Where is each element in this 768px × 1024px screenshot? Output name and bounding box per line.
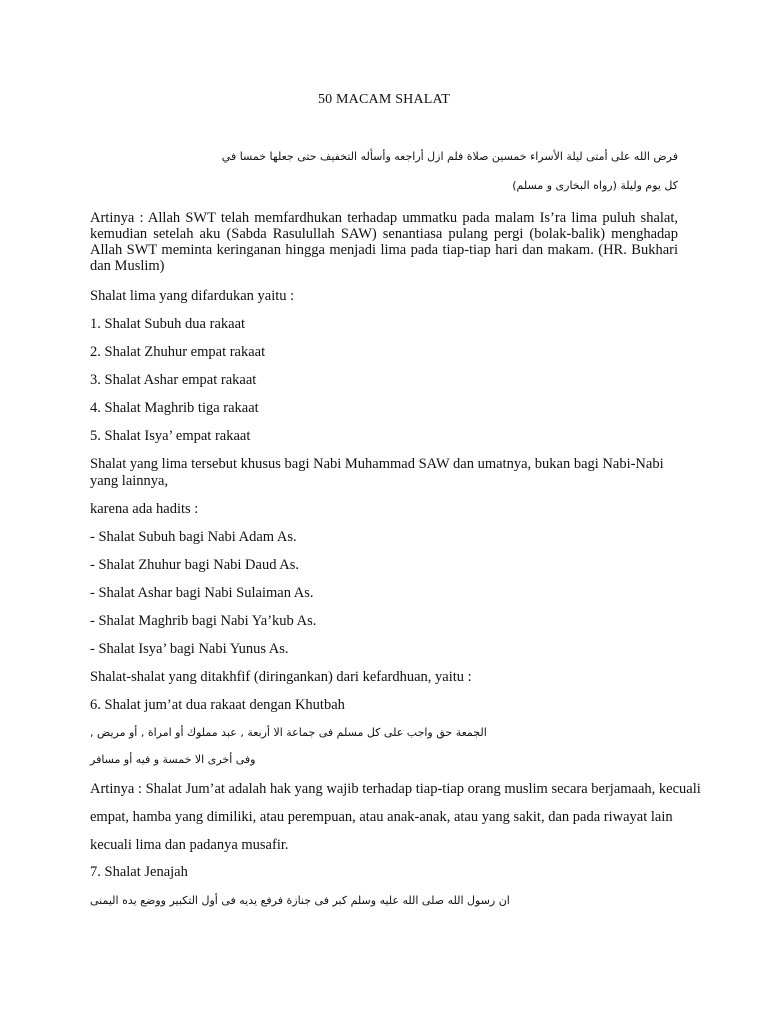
artinya-2-line-3: kecuali lima dan padanya musafir.	[90, 837, 289, 853]
arabic-hadith-1-line-1: فرض الله على أمتى ليلة الأسراء خمسين صلاة فلم ازل أراجعه وأسأله التخفيف حتى جعلها خمسا في	[221, 150, 678, 163]
artinya-2-line-2: empat, hamba yang dimiliki, atau perempuan, atau anak-anak, atau yang sakit, dan pada riwayat lain	[90, 809, 673, 825]
page-title: 50 MACAM SHALAT	[317, 92, 451, 107]
list-item: - Shalat Ashar bagi Nabi Sulaiman As.	[90, 585, 314, 601]
list-item: - Shalat Maghrib bagi Nabi Ya’kub As.	[90, 613, 317, 629]
list-item: 2. Shalat Zhuhur empat rakaat	[90, 344, 266, 360]
arabic-hadith-2-line-1: الجمعة حق واجب على كل مسلم فى جماعة الا أربعة , عبد مملوك أو امراة , أو مريض ,	[90, 726, 487, 739]
list-item: 5. Shalat Isya’ empat rakaat	[90, 428, 251, 444]
shalat-lima-intro: Shalat lima yang difardukan yaitu :	[90, 288, 295, 304]
khusus-paragraph: Shalat yang lima tersebut khusus bagi Nabi Muhammad SAW dan umatnya, bukan bagi Nabi-Nabi yang lainnya,	[90, 456, 664, 489]
list-item: 1. Shalat Subuh dua rakaat	[90, 316, 246, 332]
list-item: 3. Shalat Ashar empat rakaat	[90, 372, 257, 388]
arabic-hadith-3: ان رسول الله صلى الله عليه وسلم كبر فى جنازة فرفع يديه فى أول التكبير ووضع يده اليمنى	[90, 894, 510, 907]
list-item: - Shalat Subuh bagi Nabi Adam As.	[90, 529, 297, 545]
list-item: 4. Shalat Maghrib tiga rakaat	[90, 400, 259, 416]
jumat-heading: 6. Shalat jum’at dua rakaat dengan Khutbah	[90, 697, 345, 713]
ditakhfif-intro: Shalat-shalat yang ditakhfif (diringankan) dari kefardhuan, yaitu :	[90, 669, 472, 685]
artinya-2-line-1: Artinya : Shalat Jum’at adalah hak yang wajib terhadap tiap-tiap orang muslim secara berjamaah, kecuali	[90, 781, 701, 797]
arabic-hadith-2-line-2: وفى أخرى الا خمسة و فيه أو مسافر	[90, 753, 256, 766]
jenazah-heading: 7. Shalat Jenajah	[90, 864, 188, 880]
list-item: - Shalat Zhuhur bagi Nabi Daud As.	[90, 557, 300, 573]
list-item: - Shalat Isya’ bagi Nabi Yunus As.	[90, 641, 289, 657]
hadits-intro: karena ada hadits :	[90, 501, 199, 517]
arabic-hadith-1-line-2: كل يوم وليلة (رواه البخارى و مسلم)	[512, 179, 678, 192]
artinya-paragraph-1: Artinya : Allah SWT telah memfardhukan terhadap ummatku pada malam Is’ra lima puluh shalat, kemudian setelah aku (Sabda Rasulullah SAW) senantiasa pulang pergi (bolak-balik) menghadap Allah SWT meminta keringanan hingga menjadi lima pada tiap-tiap hari dan makam. (HR. Bukhari dan Muslim)	[90, 210, 678, 274]
